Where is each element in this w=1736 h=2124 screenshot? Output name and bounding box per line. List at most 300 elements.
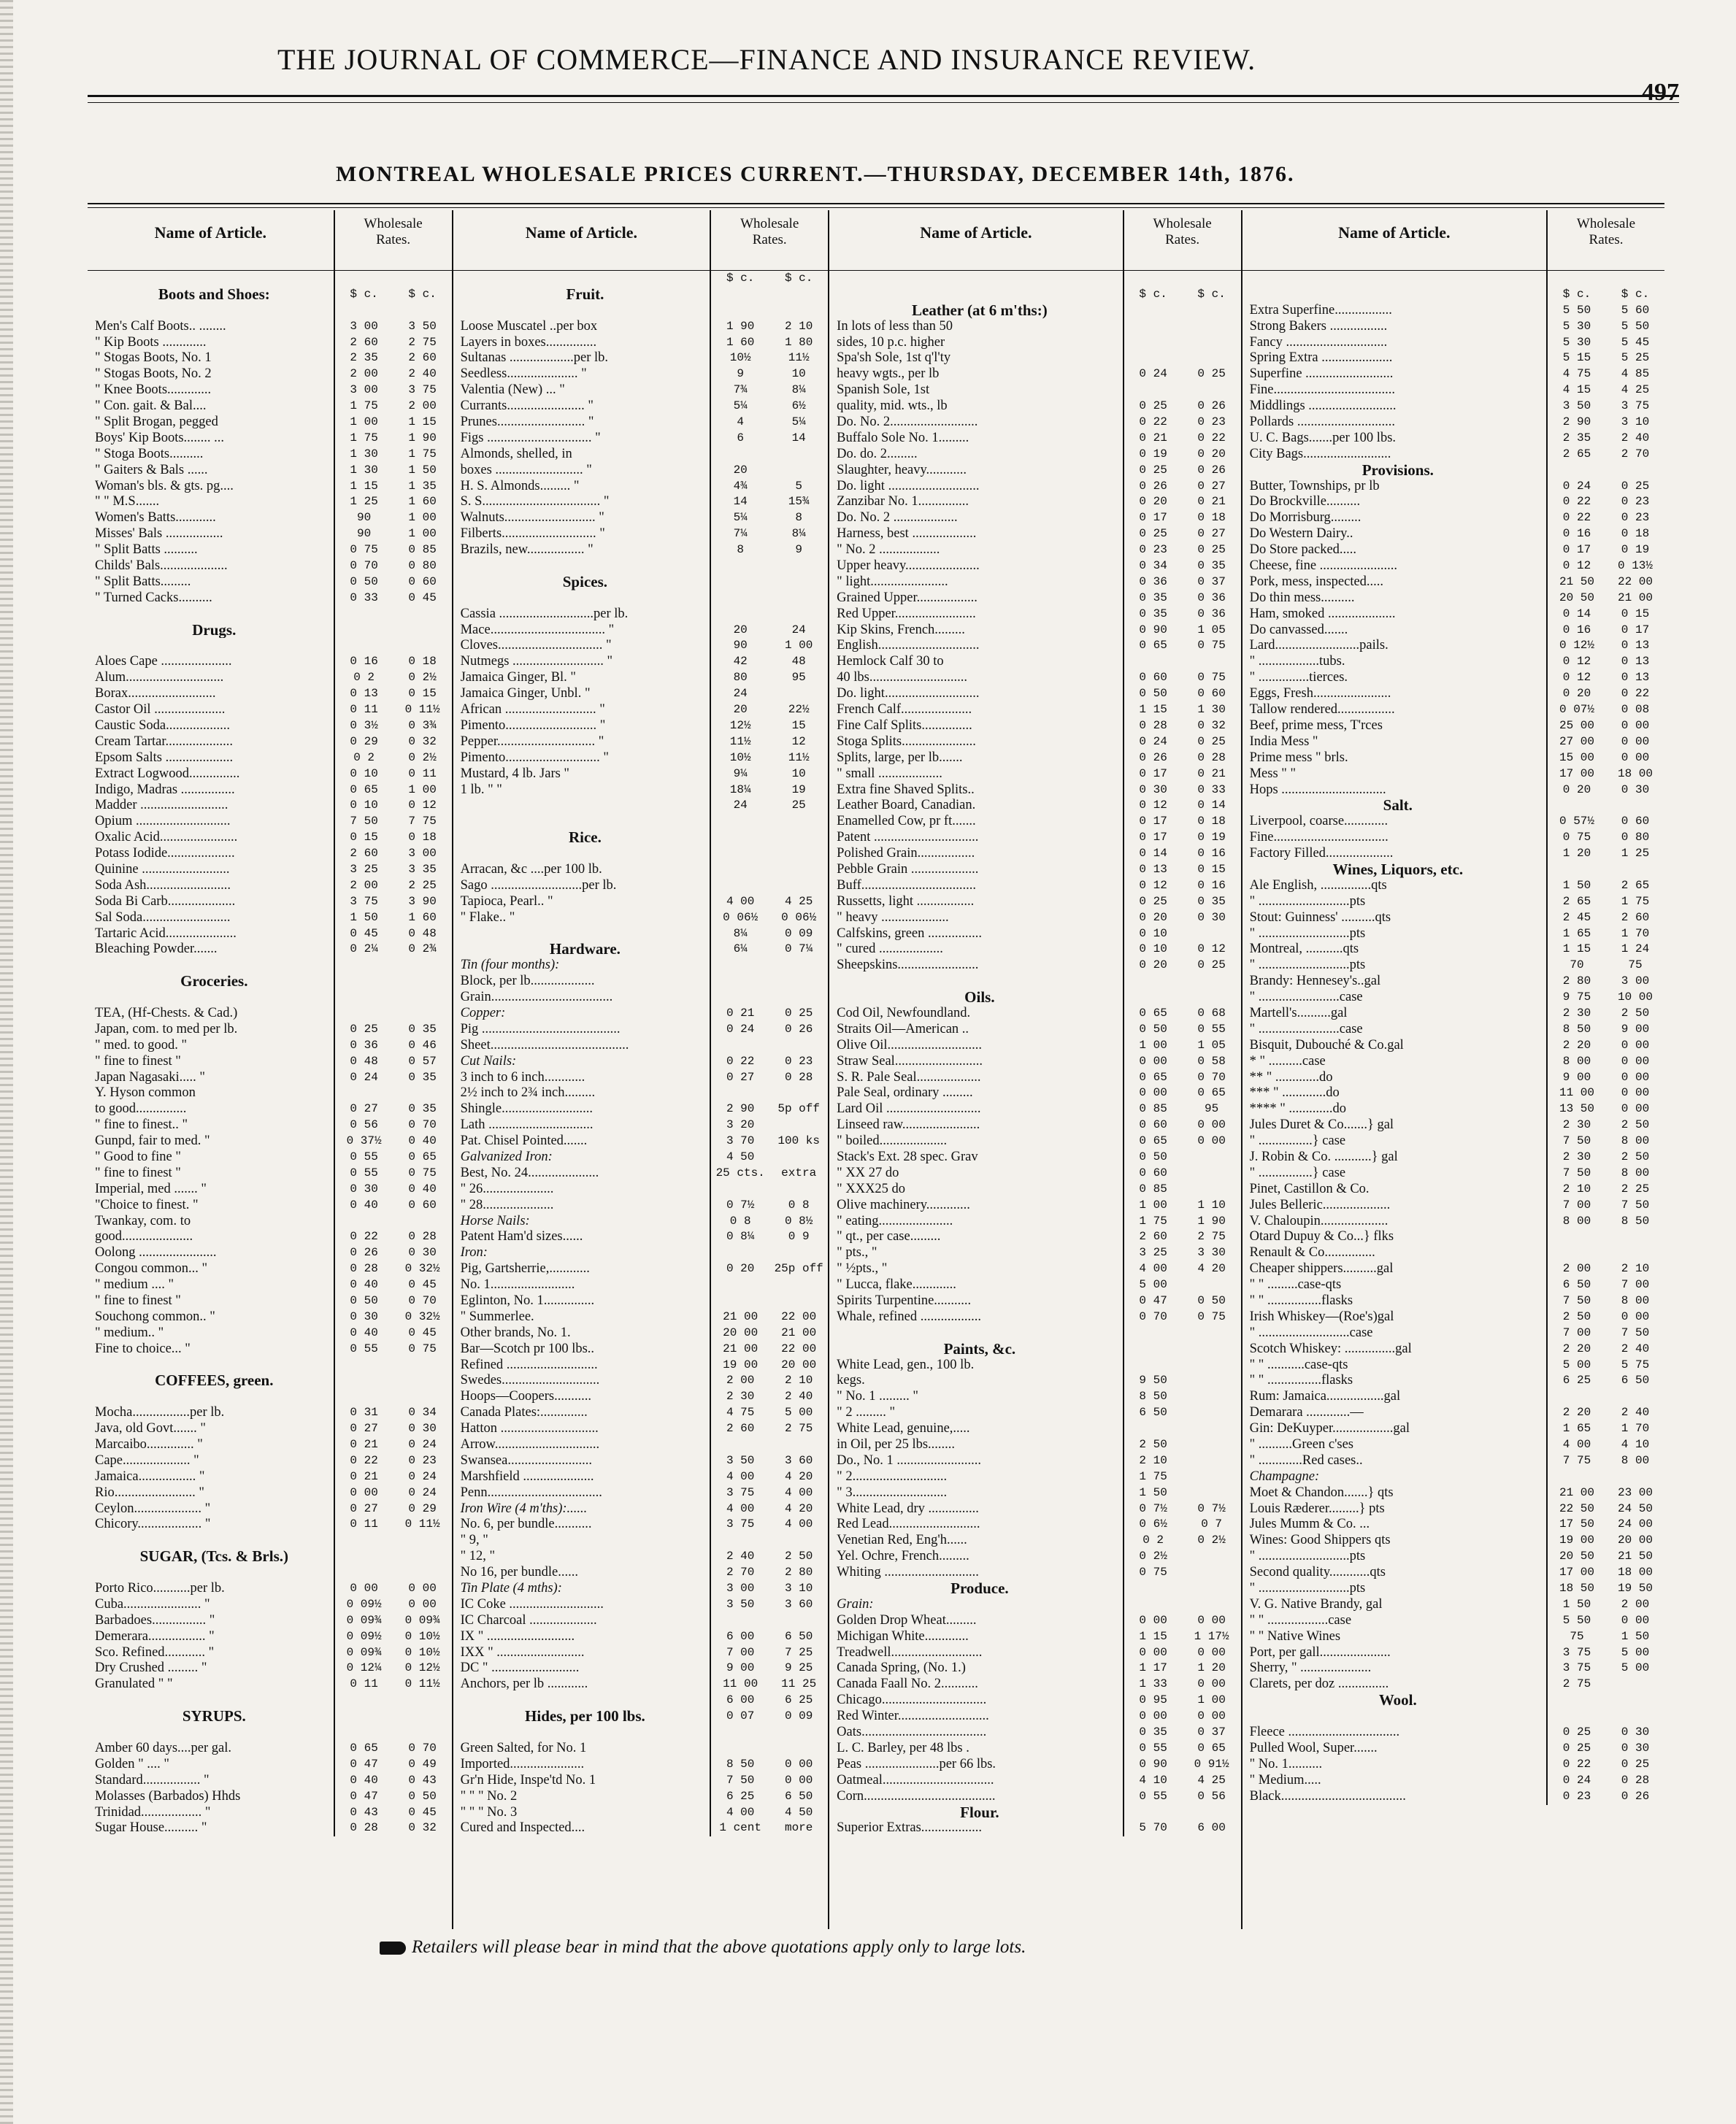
rate-cell [334,862,452,878]
rate-low: 1 50 [1562,1597,1591,1611]
rate-high: 1 17½ [1194,1629,1229,1643]
article-name: Treadwell........................... [837,1644,983,1660]
price-row [88,1358,452,1374]
rate-high: 4 20 [1197,1262,1226,1276]
rate-high: 15¾ [788,495,810,509]
rate-high [1183,1373,1241,1389]
price-row [453,526,829,542]
rate-low: 0 55 [350,1150,378,1163]
rate-low: 4 00 [1562,1438,1591,1452]
rate-low: 0 2 [353,671,375,685]
rate-low: 8 50 [1139,1390,1167,1404]
price-row [453,1581,829,1597]
rate-high: 21 50 [1617,1550,1653,1563]
rate-cell [710,415,828,431]
rate-cell [1546,607,1664,623]
article-name: " Kip Boots ............. [95,334,207,350]
price-row [453,1597,829,1613]
rate-high: 0 13 [1621,639,1650,653]
article-name: Demerara................. " [95,1628,215,1644]
rate-low [1124,1358,1183,1374]
rate-high: 100 ks [777,1134,820,1148]
article-name [88,1358,334,1374]
rate-high [1183,1565,1241,1581]
article-name: Superior Extras.................. [837,1820,983,1836]
rate-cell [710,1229,828,1245]
price-row [829,942,1240,958]
rate-low: 0 23 [1562,1789,1591,1803]
rate-high: 0 60 [1621,815,1650,828]
section-heading-row [453,574,829,590]
article-name: Valentia (New) ... " [460,382,565,398]
rate-high [1183,1805,1241,1821]
price-row [88,558,452,574]
article-name: Pale Seal, ordinary ......... [837,1085,973,1101]
article-name: " " M.S....... [95,494,160,509]
rate-high: 2 75 [408,335,437,349]
rate-high [1183,1581,1241,1597]
rate-cell [1546,1325,1664,1342]
rate-high: 0 75 [1197,671,1226,685]
rate-cell [334,494,452,510]
price-row [829,1182,1240,1198]
rate-high: 0 11½ [404,703,440,717]
rate-high: 0 13½ [1617,559,1653,573]
price-row [88,1645,452,1661]
price-table [88,210,1664,1929]
rate-cell [710,1182,828,1198]
footnote [380,1937,1026,1958]
rate-low: 2 50 [1139,1438,1167,1452]
price-row [88,670,452,686]
rate-low [1124,654,1183,670]
rate-cell [334,399,452,415]
rate-high: 0 35 [1197,894,1226,908]
rate-low: 90 [357,527,372,541]
rate-high [1183,1150,1241,1166]
rate-low: 0 13 [1139,862,1167,876]
article-name: Quinine .......................... [95,861,230,877]
price-row [829,1709,1240,1725]
price-row [1243,638,1664,654]
article-name: Jamaica................. " [95,1469,205,1484]
rate-cell [1546,415,1664,431]
article-name [453,1725,710,1741]
price-row [453,974,829,990]
article-name: " ........................case [1249,990,1363,1005]
rate-low [711,974,769,990]
rate-high: 8 00 [1621,1453,1650,1467]
rate-low: 0 00 [1139,1086,1167,1100]
article-name: " light....................... [837,574,948,589]
section-heading-row [829,1581,1240,1597]
rate-high [769,830,828,846]
price-row [1243,1085,1664,1101]
rate-high: 0 30 [1621,1741,1650,1755]
rate-high: 0 25 [784,1006,813,1020]
article-name: Almonds, shelled, in [460,446,572,461]
article-name: " 28..................... [460,1197,554,1212]
price-row [829,335,1240,351]
header-wholesale-label: Wholesale [1153,216,1212,231]
rate-cell [710,1389,828,1405]
table-top-rule [88,203,1664,204]
article-name: Fancy .............................. [1249,334,1388,350]
rate-high [769,1741,828,1757]
rate-low: 17 50 [1559,1517,1594,1531]
article-name: Moet & Chandon.......} qts [1249,1485,1394,1500]
price-row [1243,1166,1664,1182]
rate-high: 0 13 [1621,655,1650,669]
article-name: Sal Soda.......................... [95,909,231,925]
article-name: Souchong common.. " [95,1309,215,1324]
article-name: Jules Duret & Co.......} gal [1249,1117,1394,1133]
rate-cell [1546,1214,1664,1230]
rate-low: 0 7½ [1139,1501,1167,1515]
rate-high: 6 50 [1621,1374,1650,1388]
rate-low: 1 50 [1562,878,1591,892]
rate-high: 0 14 [1197,799,1226,812]
article-name: L. C. Barley, per 48 lbs . [837,1740,969,1755]
article-name: Currants....................... " [460,399,594,414]
price-row [453,1517,829,1533]
rate-high: 8 00 [1621,1294,1650,1307]
rate-cell [1546,1469,1664,1485]
article-name: Extra fine Shaved Splits.. [837,782,975,797]
rate-low: 7 50 [1562,1294,1591,1307]
rate-high [1183,382,1241,399]
price-row [1243,1054,1664,1070]
rate-cell [710,1245,828,1261]
article-name: Pepper............................. " [460,734,604,749]
article-name: Granulated " " [95,1677,173,1692]
article-name: Twankay, com. to [95,1213,191,1228]
price-row [829,910,1240,926]
rate-cell [1123,1038,1241,1054]
article-name: Michigan White............. [837,1628,969,1644]
price-row [453,1150,829,1166]
article-name: Walnuts........................... " [460,510,604,526]
article-name: Red Lead........................... [837,1517,980,1532]
article-name: ** " .............do [1249,1069,1333,1085]
rate-high: 0 25 [1621,479,1650,493]
price-row [829,574,1240,590]
rate-cell [334,1757,452,1773]
rate-cell [334,1501,452,1517]
rate-high: 0 45 [408,1325,437,1339]
rate-high: 8 00 [1621,1166,1650,1180]
rate-high: 3 60 [784,1453,813,1467]
article-name: " fine to finest " [95,1053,181,1069]
section-heading: Produce. [950,1581,1009,1597]
rate-low [1548,1693,1606,1709]
rate-cell [334,1725,452,1741]
rate-cell [1546,1629,1664,1645]
section-heading-row [88,287,452,303]
article-name [829,287,1122,303]
price-row [1243,1549,1664,1565]
rate-high: 12 [791,734,806,748]
rate-cell [710,830,828,846]
article-name: Marcaibo.............. " [95,1437,203,1452]
rate-cell [1546,1421,1664,1437]
article-name: " Good to fine " [95,1149,181,1164]
price-row [829,958,1240,974]
article-name: Mocha.................per lb. [95,1405,225,1420]
price-row [1243,271,1664,287]
article-name: Jamaica Ginger, Unbl. " [460,686,591,701]
article-name: Golden " .... " [95,1756,169,1771]
rate-cell [334,1613,452,1629]
price-row [1243,942,1664,958]
price-row [829,1757,1240,1773]
rate-low: 0 3½ [350,718,378,732]
rate-cell [1123,1437,1241,1453]
price-row [453,335,829,351]
rate-cell [334,479,452,495]
section-heading-row [829,990,1240,1006]
price-row [829,1214,1240,1230]
price-row [829,1006,1240,1022]
rate-high [1183,1453,1241,1469]
rate-low: 6 50 [1139,1406,1167,1420]
rate-low: 3 00 [726,1582,755,1596]
rate-high [1183,654,1241,670]
price-row [1243,1581,1664,1597]
price-row [453,1725,829,1741]
rate-low: 0 17 [1562,543,1591,557]
rate-low: 0 20 [1139,958,1167,972]
rate-cell [1546,1677,1664,1693]
rate-low: 70 [1570,958,1584,972]
rate-high: 0 00 [784,1757,813,1771]
article-name [1243,1709,1546,1725]
rate-low: 1 00 [1139,1198,1167,1212]
price-row [1243,1405,1664,1421]
header-name-of-article: Name of Article. [1338,223,1451,242]
section-heading-row [88,1549,452,1565]
rate-low: 0 14 [1139,847,1167,861]
price-row [453,814,829,830]
rate-high: 0 26 [1197,463,1226,477]
price-row [453,447,829,463]
price-row [829,1293,1240,1309]
price-row [453,382,829,399]
price-row [829,1166,1240,1182]
rate-cell [710,1214,828,1230]
article-name: Golden Drop Wheat......... [837,1612,977,1628]
article-name: " ...........................pts [1249,1549,1366,1564]
price-row [829,1022,1240,1038]
rate-low: 21 00 [723,1309,758,1323]
rate-cell [334,990,452,1006]
rate-high [393,607,452,623]
rate-low: 2 10 [1139,1453,1167,1467]
rate-low: 0 21 [350,1469,378,1483]
article-name: Prime mess " brls. [1249,750,1348,765]
article-name: Dry Crushed ......... " [95,1661,207,1676]
rate-low: 0 37½ [346,1134,382,1148]
rate-low [335,303,393,319]
rate-high [393,623,452,639]
price-row [453,607,829,623]
article-name: Shingle........................... [460,1101,594,1117]
rate-high: 1 05 [1197,623,1226,636]
rate-high: 1 60 [408,495,437,509]
price-row [829,846,1240,862]
rate-cell [1123,1517,1241,1533]
rate-high: 0 12½ [404,1661,440,1675]
rate-low [711,878,769,894]
rate-cell [334,607,452,623]
rate-cell [1123,1293,1241,1309]
pointing-hand-icon [380,1942,406,1955]
price-row [88,1405,452,1421]
rate-low: 1 30 [350,463,378,477]
price-row [1243,782,1664,799]
rate-cell [1546,287,1664,303]
rate-high: 9 00 [1621,1022,1650,1036]
rate-high: 0 00 [408,1582,437,1596]
rate-cell [1123,894,1241,910]
rate-cell [1123,510,1241,526]
rate-cell [1123,1085,1241,1101]
price-row [1243,1677,1664,1693]
column-1 [88,210,453,1929]
rate-high [1183,1358,1241,1374]
article-name: good..................... [95,1229,193,1244]
article-name: Men's Calf Boots.. ........ [95,318,226,334]
rate-low: 2 45 [1562,910,1591,924]
rate-high [769,1245,828,1261]
price-row [829,1453,1240,1469]
rate-high [769,1085,828,1101]
rate-low: 6¼ [733,942,748,956]
article-name [88,1389,334,1405]
article-name [88,990,334,1006]
rate-cell [710,654,828,670]
rate-high: 2 40 [1621,1406,1650,1420]
rate-low: 9 [737,367,744,381]
price-row [829,431,1240,447]
price-row [453,702,829,718]
price-row [1243,1421,1664,1437]
price-rows [1243,271,1664,1805]
rate-low: 1 50 [1139,1485,1167,1499]
rate-cell [710,1501,828,1517]
article-name [88,1565,334,1581]
article-name: Peas ......................per 66 lbs. [837,1756,996,1771]
rate-high: 0 23 [1621,511,1650,525]
rate-cell [334,382,452,399]
price-row [453,1182,829,1198]
rate-low: 10½ [729,750,751,764]
rate-low: $ c. [350,287,378,301]
rate-high: 95 [791,671,806,685]
article-name: Pimento............................ " [460,750,609,765]
rate-high: 0 00 [1621,1309,1650,1323]
article-name: " ...............tierces. [1249,670,1348,685]
rate-high: 8 00 [1621,1134,1650,1148]
price-row [453,798,829,814]
rate-low: 2 10 [1562,1182,1591,1196]
article-name: Do Store packed..... [1249,542,1357,558]
article-name: African ........................... " [460,702,605,717]
rate-cell [710,942,828,958]
rate-cell [1123,431,1241,447]
article-name: Madder .......................... [95,798,228,813]
article-name: Galvanized Iron: [460,1149,553,1164]
rate-high: 0 91½ [1194,1757,1229,1771]
rate-low [335,974,393,990]
article-name: " fine to finest " [95,1165,181,1180]
rate-cell [1123,1565,1241,1581]
section-heading: SYRUPS. [182,1709,246,1725]
rate-low: 0 70 [1139,1309,1167,1323]
price-row [453,846,829,862]
article-name: IXX " .......................... [460,1644,585,1660]
article-name: Do. No. 2.......................... [837,415,978,430]
article-name: Wines: Good Shippers qts [1249,1533,1391,1548]
price-row [829,878,1240,894]
rate-high: 1 00 [408,511,437,525]
rate-cell [710,479,828,495]
rate-cell [334,1309,452,1325]
rate-cell [1546,1501,1664,1517]
rate-low: 1 75 [1139,1469,1167,1483]
price-row [829,926,1240,942]
section-heading-row [88,1709,452,1725]
price-row [829,1533,1240,1549]
rate-cell [334,1629,452,1645]
rate-high: 0 37 [1197,1725,1226,1739]
rate-low: 0 75 [1562,831,1591,844]
article-name: " 2............................ [837,1469,948,1484]
rate-cell [334,1293,452,1309]
price-row [1243,878,1664,894]
rate-high: 2 10 [784,1374,813,1388]
price-row [829,1421,1240,1437]
article-name: Pig, Gartsherrie,............ [460,1261,590,1277]
rate-low: 9 50 [1139,1374,1167,1388]
rate-cell [1546,654,1664,670]
price-row [1243,1757,1664,1773]
rate-cell [710,1117,828,1134]
rate-low [335,1533,393,1549]
rate-high: 0 29 [408,1501,437,1515]
price-row [1243,1006,1664,1022]
rate-high: 20 00 [781,1358,817,1371]
rate-high: 3 10 [784,1582,813,1596]
rate-low: 0 24 [1139,734,1167,748]
section-heading: Paints, &c. [943,1341,1016,1358]
rate-low [335,271,393,287]
article-name: heavy wgts., per lb [837,366,940,382]
rate-high: 0 75 [408,1342,437,1355]
rate-low: 17 00 [1559,766,1594,780]
article-name: " ................} case [1249,1134,1346,1149]
rate-low: 0 12¼ [346,1661,382,1675]
price-row [88,1229,452,1245]
price-row [453,1277,829,1293]
rate-high: 22½ [788,703,810,717]
article-name: Do. light............................ [837,686,980,701]
rate-cell [334,1405,452,1421]
rate-low: 0 20 [1139,495,1167,509]
price-row [88,910,452,926]
rate-cell [334,350,452,366]
article-name: Canada Faall No. 2........... [837,1677,978,1692]
